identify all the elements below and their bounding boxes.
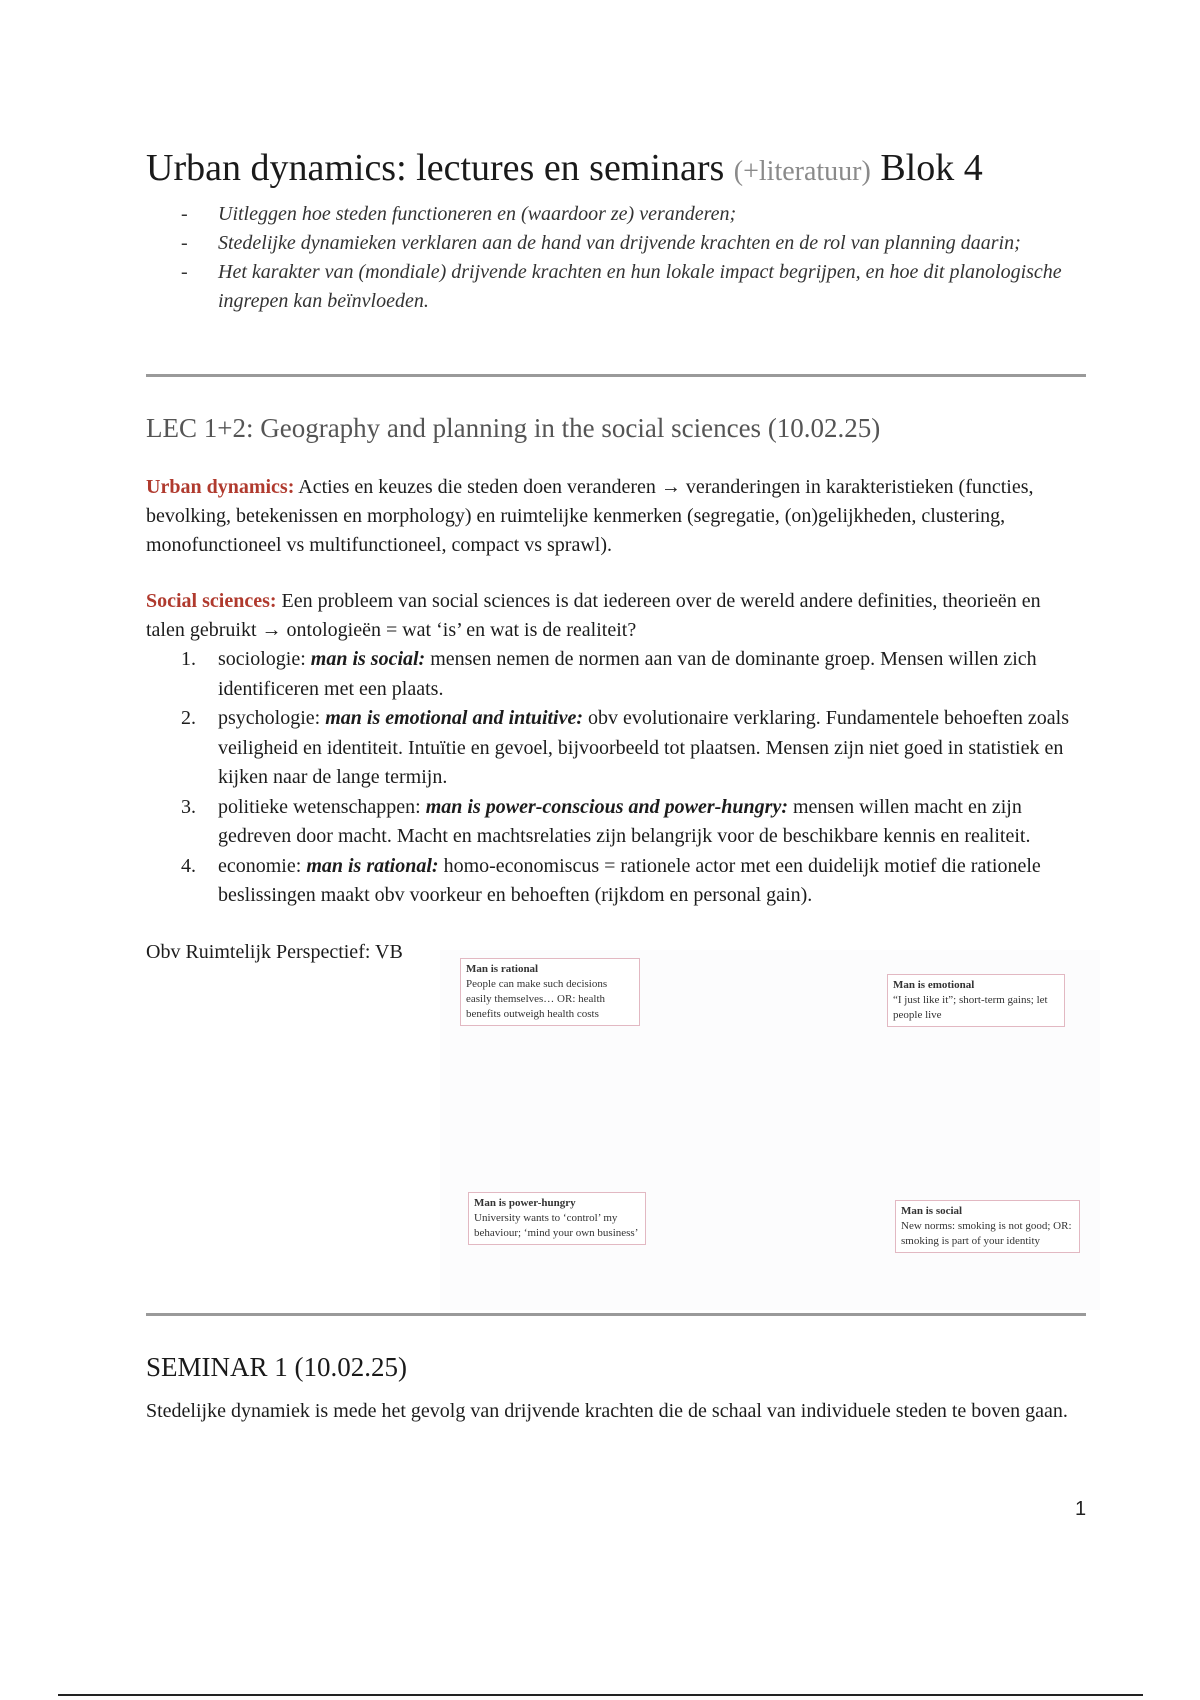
urban-dynamics-definition: Acties en keuzes die steden doen veranderen → veranderingen in karakteristieken (functies, bevolking, betekenissen en morphology) en ruimtelijke kenmerken (segregatie, (on)gelijkheden, clustering, monofunctioneel vs multifunctioneel, compact vs sprawl). <box>146 476 1034 556</box>
section-divider <box>146 1313 1086 1316</box>
social-box-title: Man is social <box>901 1205 963 1217</box>
social-box-text: New norms: smoking is not good; OR: smoking is part of your identity <box>901 1220 1072 1247</box>
list-item <box>146 645 1086 704</box>
title-main: Urban dynamics: lectures en seminars <box>146 147 725 189</box>
lecture-heading: LEC 1+2: Geography and planning in the social sciences (10.02.25) <box>146 413 881 443</box>
power-hungry-box-title: Man is power-hungry <box>474 1197 576 1209</box>
power-hungry-box <box>468 1192 646 1245</box>
learning-goal: - Stedelijke dynamieken verklaren aan de hand van drijvende krachten en de rol van planning daarin; <box>146 229 1076 258</box>
list-item <box>146 704 1086 793</box>
learning-goals-list <box>146 200 1076 316</box>
title-literature-note: (+literatuur) <box>733 156 871 187</box>
discipline-view: man is power-conscious and power-hungry: <box>425 795 788 818</box>
urban-dynamics-paragraph <box>146 473 1081 560</box>
rational-box <box>460 958 640 1026</box>
seminar-heading: SEMINAR 1 (10.02.25) <box>146 1352 407 1382</box>
urban-dynamics-term: Urban dynamics: <box>146 476 295 498</box>
discipline-description: mensen willen macht en zijn gedreven door macht. Macht en machtsrelaties zijn belangrijk voor de beschikbare kennis en realiteit. <box>218 795 1031 847</box>
list-number: 3. <box>181 795 196 818</box>
emotional-box <box>887 974 1065 1027</box>
list-item <box>146 793 1086 852</box>
section-divider <box>146 374 1086 377</box>
emotional-box-text: “I just like it”; short-term gains; let people live <box>893 994 1048 1021</box>
document-title <box>146 146 983 190</box>
list-item <box>146 852 1086 911</box>
discipline-view: man is rational: <box>306 854 439 877</box>
list-number: 2. <box>181 707 196 729</box>
discipline-name: politieke wetenschappen: <box>218 795 421 818</box>
emotional-box-title: Man is emotional <box>893 979 975 991</box>
discipline-name: economie: <box>218 854 302 877</box>
learning-goal: - Het karakter van (mondiale) drijvende krachten en hun lokale impact begrijpen, en hoe dit planologische ingrepen kan beïnvloeden. <box>146 258 1076 316</box>
discipline-view: man is social: <box>310 648 426 670</box>
disciplines-list <box>146 645 1086 911</box>
list-number: 4. <box>181 854 196 877</box>
social-box <box>895 1200 1080 1253</box>
page-number: 1 <box>1075 1498 1087 1520</box>
seminar-paragraph: Stedelijke dynamiek is mede het gevolg van drijvende krachten die de schaal van individuele steden te boven gaan. <box>146 1400 1068 1422</box>
perspective-label: Obv Ruimtelijk Perspectief: VB <box>146 941 403 963</box>
rational-box-text: People can make such decisions easily themselves… OR: health benefits outweigh health costs <box>466 978 608 1020</box>
discipline-view: man is emotional and intuitive: <box>325 707 584 729</box>
learning-goal: - Uitleggen hoe steden functioneren en (waardoor ze) veranderen; <box>146 200 1076 229</box>
discipline-name: psychologie: <box>218 707 321 729</box>
power-hungry-box-text: University wants to ‘control’ my behaviour; ‘mind your own business’ <box>474 1212 639 1239</box>
social-sciences-definition: Een probleem van social sciences is dat iedereen over de wereld andere definities, theorieën en talen gebruikt → ontologieën = wat ‘is’ en wat is de realiteit? <box>146 590 1041 641</box>
discipline-name: sociologie: <box>218 648 306 670</box>
list-number: 1. <box>181 648 196 670</box>
page-bottom-border <box>58 1694 1143 1696</box>
social-sciences-paragraph <box>146 587 1081 645</box>
rational-box-title: Man is rational <box>466 963 539 975</box>
discipline-description: obv evolutionaire verklaring. Fundamentele behoeften zoals veiligheid en identiteit. Intuïtie en gevoel, bijvoorbeeld tot plaatsen. Mensen zijn niet goed in statistiek en kijken naar de lange termijn. <box>218 707 1069 788</box>
social-sciences-term: Social sciences: <box>146 590 277 612</box>
discipline-description: homo-economiscus = rationele actor met een duidelijk motief die rationele beslissingen maakt obv voorkeur en behoeften (rijkdom en personal gain). <box>218 854 1041 906</box>
perspective-diagram <box>440 950 1100 1310</box>
discipline-description: mensen nemen de normen aan van de dominante groep. Mensen willen zich identificeren met een plaats. <box>218 648 1037 700</box>
title-block: Blok 4 <box>880 147 983 189</box>
